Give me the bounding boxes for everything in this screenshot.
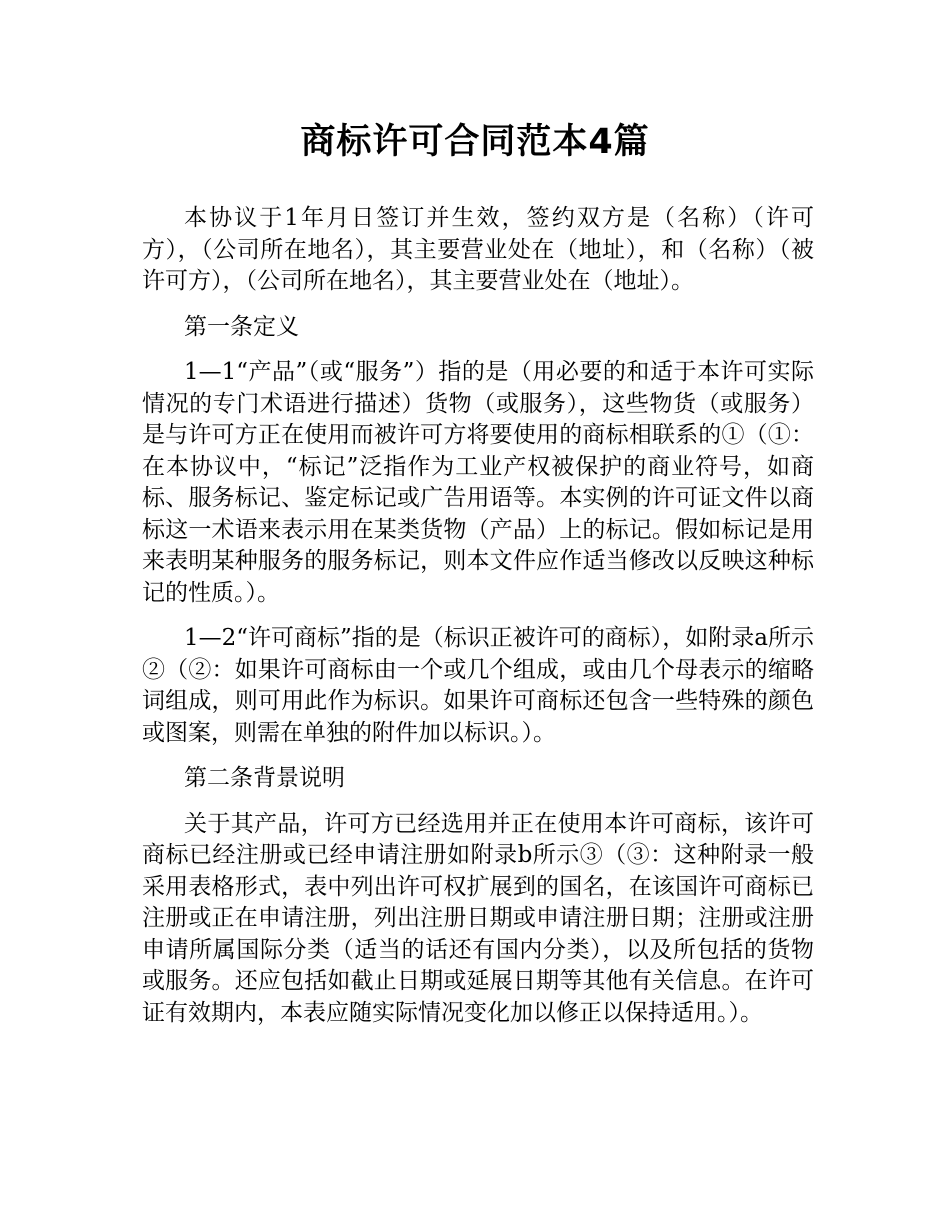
paragraph-definition-1-2: 1—2“许可商标”指的是（标识正被许可的商标），如附录a所示②（②：如果许可商标由一个或几个组成，或由几个母表示的缩略词组成，则可用此作为标识。如果许可商标还包含一些特殊的颜色或图案，则需在单独的附件加以标识。）。 [142, 625, 814, 746]
paragraph-definition-1-1: 1—1“产品”（或“服务”）指的是（用必要的和适于本许可实际情况的专门术语进行描述）货物（或服务），这些物货（或服务）是与许可方正在使用而被许可方将要使用的商标相联系的①（①：在本协议中，“标记”泛指作为工业产权被保护的商业符号，如商标、服务标记、鉴定标记或广告用语等。本实例的许可证文件以商标这一术语来表示用在某类货物（产品）上的标记。假如标记是用来表明某种服务的服务标记，则本文件应作适当修改以反映这种标记的性质。）。 [142, 359, 814, 606]
paragraph-parties: 本协议于1年月日签订并生效，签约双方是（名称）（许可方），（公司所在地名），其主要营业处在（地址），和（名称）（被许可方），（公司所在地名），其主要营业处在（地址）。 [142, 205, 814, 294]
document-title: 商标许可合同范本4篇 [300, 122, 650, 162]
document-body [142, 203, 814, 1043]
section-heading-definitions: 第一条定义 [184, 313, 299, 340]
paragraph-background: 关于其产品，许可方已经选用并正在使用本许可商标，该许可商标已经注册或已经申请注册如附录b所示③（③：这种附录一般采用表格形式，表中列出许可权扩展到的国名，在该国许可商标已注册或正在申请注册，列出注册日期或申请注册日期；注册或注册申请所属国际分类（适当的话还有国内分类），以及所包括的货物或服务。还应包括如截止日期或延展日期等其他有关信息。在许可证有效期内，本表应随实际情况变化加以修正以保持适用。）。 [142, 810, 814, 1026]
section-heading-background: 第二条背景说明 [184, 765, 345, 791]
